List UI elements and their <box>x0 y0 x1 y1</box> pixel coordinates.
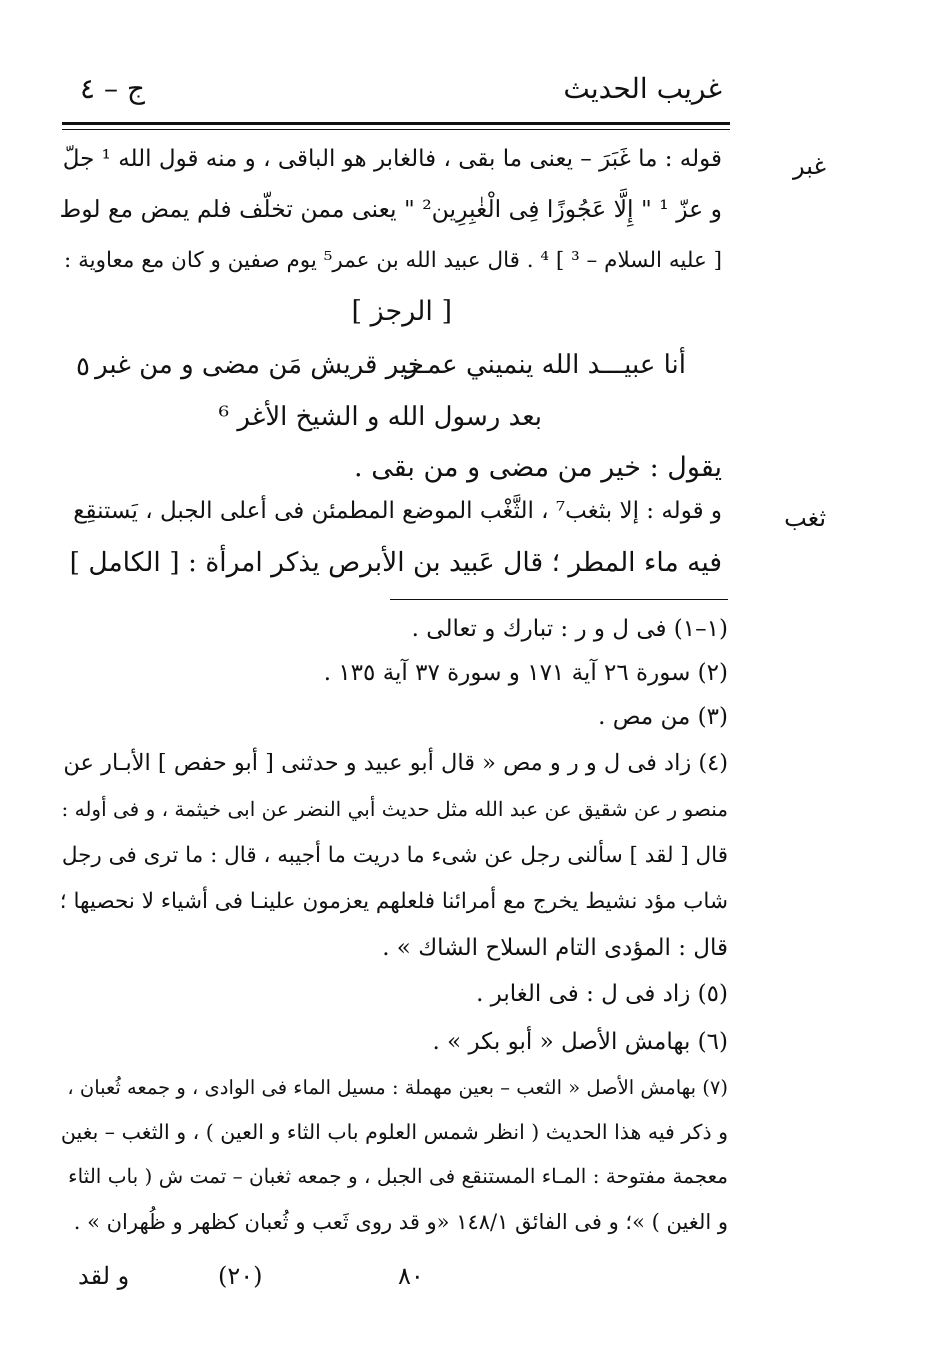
footnote: منصو ر عن شقيق عن عبد الله مثل حديث أبي النضر عن ابى خيثمة ، و فى أوله : <box>61 797 728 821</box>
header-rule-thin <box>62 129 730 130</box>
text-line: قوله : ما غَبَرَ – يعنى ما بقى ، فالغابر هو الباقى ، و منه قول الله ¹ جلّ <box>62 146 722 172</box>
signature-mark: (٢٠) <box>218 1262 263 1290</box>
text-line: يقول : خير من مضى و من بقى . <box>354 452 722 483</box>
footnote: (٥) زاد فى ل : فى الغابر . <box>476 981 728 1007</box>
footnote: و ذكر فيه هذا الحديث ( انظر شمس العلوم باب الثاء و العين ) ، و الثغب – بغين <box>60 1120 728 1144</box>
meter-label: [ الرجز ] <box>351 296 452 327</box>
verse-line: بعد رسول الله و الشيخ الأغر ⁶ <box>218 402 542 432</box>
text-line: و قوله : إلا بثغب⁷ ، الثَّغْب الموضع المطمئن فى أعلى الجبل ، يَستنقِع <box>73 498 722 524</box>
verse-hemistich: أنا عبيـــد الله ينميني عمـر <box>405 350 686 380</box>
footnote: (٤) زاد فى ل و ر و مص « قال أبو عبيد و حدثنى [ أبو حفص ] الأبـار عن <box>63 750 728 776</box>
header-rule-thick <box>62 122 730 125</box>
footnote-rule <box>390 599 728 600</box>
footnote: (٧) بهامش الأصل « الثعب – بعين مهملة : مسيل الماء فى الوادى ، و جمعه ثُعبان ، <box>67 1076 728 1099</box>
footnote: و الغين ) »؛ و فى الفائق ١٤٨/١ «و قد روى ثَعب و ثُعبان كظهر و ظُهران » . <box>73 1210 728 1234</box>
text-line: [ عليه السلام – ³ ] ⁴ . قال عبيد الله بن عمر⁵ يوم صفين و كان مع معاوية : <box>64 248 722 273</box>
margin-keyword: غبر <box>792 152 826 180</box>
footnote: معجمة مفتوحة : المـاء المستنقع فى الجبل ، و جمعه ثغبان – تمت ش ( باب الثاء <box>68 1164 728 1188</box>
footnote: قال : المؤدى التام السلاح الشاك » . <box>382 935 728 961</box>
page-number: ٨٠ <box>398 1262 424 1290</box>
footnote: شاب مؤد نشيط يخرج مع أمرائنا فلعلهم يعزمون علينـا فى أشياء لا نحصيها ؛ <box>59 889 728 914</box>
verse-hemistich: خير قريش مَن مضى و من غبر <box>95 350 424 380</box>
running-title: غريب الحديث <box>563 72 722 105</box>
margin-keyword: ثغب <box>784 504 826 532</box>
catchword: و لقد <box>78 1262 130 1290</box>
footnote: (٢) سورة ٢٦ آية ١٧١ و سورة ٣٧ آية ١٣٥ . <box>323 660 728 686</box>
text-line: فيه ماء المطر ؛ قال عَبيد بن الأبرص يذكر امرأة : [ الكامل ] <box>69 547 722 578</box>
text-line: و عزّ ¹ " إِلَّا عَجُوزًا فِى الْغٰبِرِين² " يعنى ممن تخلّف فلم يمض مع لوط <box>59 195 722 223</box>
footnote: (٣) من مص . <box>598 704 728 730</box>
line-number: ٥ <box>76 352 90 382</box>
footnote: (١–١) فى ل و ر : تبارك و تعالى . <box>411 616 728 642</box>
footnote: قال [ لقد ] سألنى رجل عن شىء ما دريت ما أجيبه ، قال : ما ترى فى رجل <box>61 843 728 868</box>
footnote: (٦) بهامش الأصل « أبو بكر » . <box>432 1029 728 1055</box>
volume-number: ج – ٤ <box>80 72 145 105</box>
